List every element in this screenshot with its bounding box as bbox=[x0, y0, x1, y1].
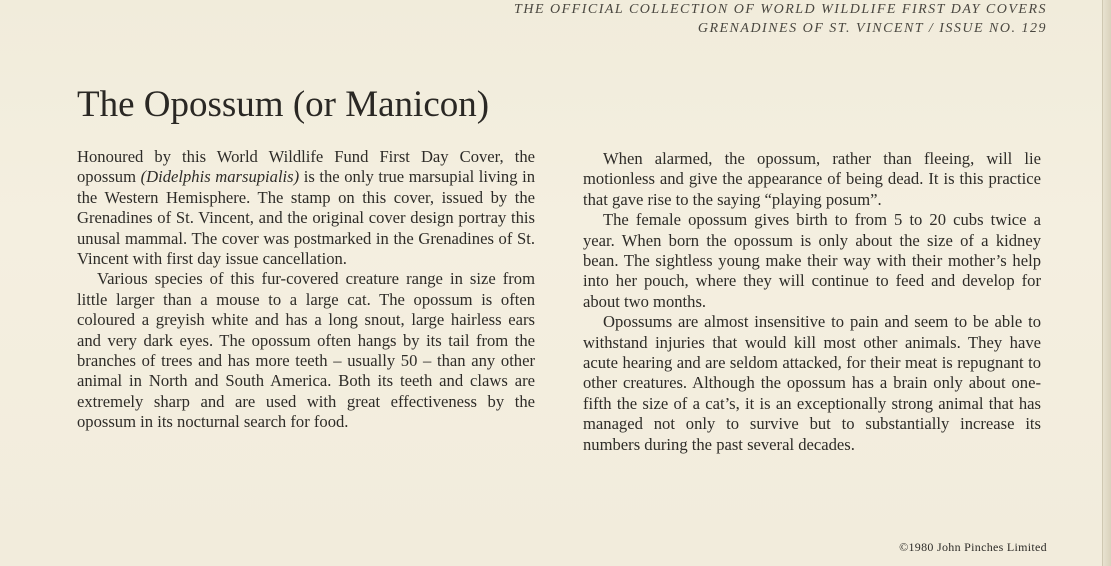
copyright-notice: ©1980 John Pinches Limited bbox=[899, 540, 1047, 554]
left-p1-text-end: is the only true marsupial living in the Western Hemisphere. The stamp on this cover, issued by the Grenadines of St. Vincent, and the original cover design portray this unusal mammal. The cover was postmarked in the Grenadines of St. Vincent with first day issue cancellation. bbox=[77, 167, 535, 269]
header-line-2: GRENADINES OF ST. VINCENT / ISSUE NO. 129 bbox=[697, 21, 1047, 36]
right-paragraph-1: When alarmed, the opossum, rather than fleeing, will lie motionless and give the appearance of being dead. It is this practice that gave rise to the saying “playing posum”. bbox=[583, 149, 1041, 209]
left-paragraph-2: Various species of this fur-covered creature range in size from little larger than a mouse to a large cat. The opossum is often coloured a greyish white and has a long snout, large hairless ears and very dark eyes. The opossum often hangs by its tail from the branches of trees and has more teeth – usually 50 – than any other animal in North and South America. Both its teeth and claws are extremely sharp and are used with great effectiveness by the opossum in its nocturnal search for food. bbox=[77, 269, 535, 432]
right-paragraph-3: Opossums are almost insensitive to pain and seem to be able to withstand injuries that would kill most other animals. They have acute hearing and are seldom attacked, for their meat is repugnant to other creatures. Although the opossum has a brain only about one-fifth the size of a cat’s, it is an exceptionally strong animal that has managed not only to survive but to substantially increase its numbers during the past several decades. bbox=[583, 312, 1041, 454]
left-column bbox=[77, 147, 535, 433]
card-right-edge bbox=[1102, 0, 1111, 566]
right-column bbox=[583, 149, 1041, 455]
header-line-1: THE OFFICIAL COLLECTION OF WORLD WILDLIFE FIRST DAY COVERS bbox=[514, 2, 1047, 17]
left-p1-text-start: Honoured by this World Wildlife Fund First Day Cover, the opossum bbox=[77, 147, 535, 187]
collection-header bbox=[514, 0, 1047, 38]
right-paragraph-2: The female opossum gives birth to from 5 to 20 cubs twice a year. When born the opossum is only about the size of a kidney bean. The sightless young make their way with their mother’s help into her pouch, where they will continue to feed and develop for about two months. bbox=[583, 210, 1041, 311]
article-title: The Opossum (or Manicon) bbox=[77, 84, 490, 125]
left-paragraph-1 bbox=[77, 147, 535, 269]
scientific-name: (Didelphis marsupialis) bbox=[140, 167, 300, 187]
